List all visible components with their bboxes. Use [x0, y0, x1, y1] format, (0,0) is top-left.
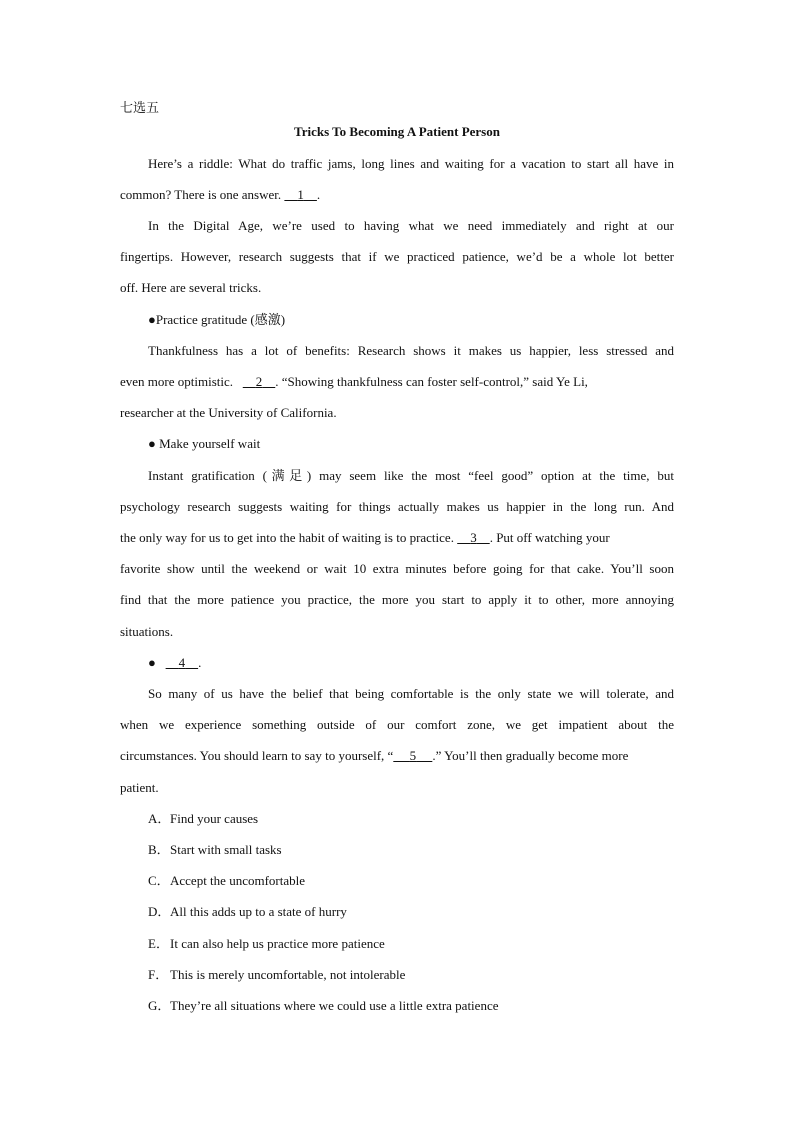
option-b[interactable]: B．Start with small tasks — [148, 842, 282, 857]
p4-line-3: the only way for us to get into the habit of waiting is to practice. 3 . Put off watching your — [120, 530, 610, 545]
answer-blank-5[interactable]: 5 — [409, 748, 417, 763]
p5-line-4: patient. — [120, 780, 159, 795]
p1-line-2: common? There is one answer. 1 . — [120, 187, 321, 202]
p5-line-3: circumstances. You should learn to say to yourself, “ 5 .” You’ll then gradually become more — [120, 748, 629, 763]
option-g[interactable]: G．They’re all situations where we could use a little extra patience — [148, 998, 499, 1013]
p3-line-3: researcher at the University of California. — [120, 405, 337, 420]
p3-line-2: even more optimistic. 2 . “Showing thankfulness can foster self-control,” said Ye Li, — [120, 374, 588, 389]
p4-line-6: situations. — [120, 624, 174, 639]
answer-blank-1[interactable]: 1 — [297, 187, 304, 202]
p4-line-4: favorite show until the weekend or wait 10 extra minutes before going for that cake. You’ll soon — [120, 561, 674, 576]
option-f[interactable]: F． This is merely uncomfortable, not intolerable — [148, 967, 406, 982]
p5-line-2: when we experience something outside of our comfort zone, we get impatient about the — [120, 717, 674, 732]
section-label: 七选五 — [120, 100, 160, 115]
p2-line-2: fingertips. However, research suggests that if we practiced patience, we’d be a whole lot better — [120, 249, 674, 264]
p4-line-2: psychology research suggests waiting for things actually makes us happier in the long run. And — [120, 499, 674, 514]
answer-blank-4[interactable]: 4 — [178, 655, 186, 670]
option-a[interactable]: A．Find your causes — [148, 811, 259, 826]
p3-line-1: Thankfulness has a lot of benefits: Research shows it makes us happier, less stressed and — [148, 343, 674, 358]
heading-practice-gratitude: ●Practice gratitude (感激) — [148, 312, 286, 327]
p1-line-2-text: common? There is one answer. — [120, 187, 282, 202]
heading-blank-4: ● 4 . — [148, 655, 202, 670]
heading-make-yourself-wait: ● Make yourself wait — [148, 436, 261, 451]
option-d[interactable]: D．All this adds up to a state of hurry — [148, 904, 347, 919]
answer-blank-3[interactable]: 3 — [470, 530, 477, 545]
p5-line-1: So many of us have the belief that being comfortable is the only state we will tolerate, and — [148, 686, 674, 701]
p1-line-1: Here’s a riddle: What do traffic jams, long lines and waiting for a vacation to start all have in — [148, 156, 674, 171]
option-c[interactable]: C．Accept the uncomfortable — [148, 873, 305, 888]
p4-line-1: Instant gratification (满足) may seem like the most “feel good” option at the time, but — [148, 468, 674, 483]
passage-title: Tricks To Becoming A Patient Person — [294, 124, 500, 139]
p2-line-1: In the Digital Age, we’re used to having what we need immediately and right at our — [148, 218, 674, 233]
option-e[interactable]: E．It can also help us practice more patience — [148, 936, 385, 951]
p2-line-3: off. Here are several tricks. — [120, 280, 262, 295]
p4-line-5: find that the more patience you practice, the more you start to apply it to other, more annoying — [120, 592, 674, 607]
answer-blank-2[interactable]: 2 — [255, 374, 263, 389]
